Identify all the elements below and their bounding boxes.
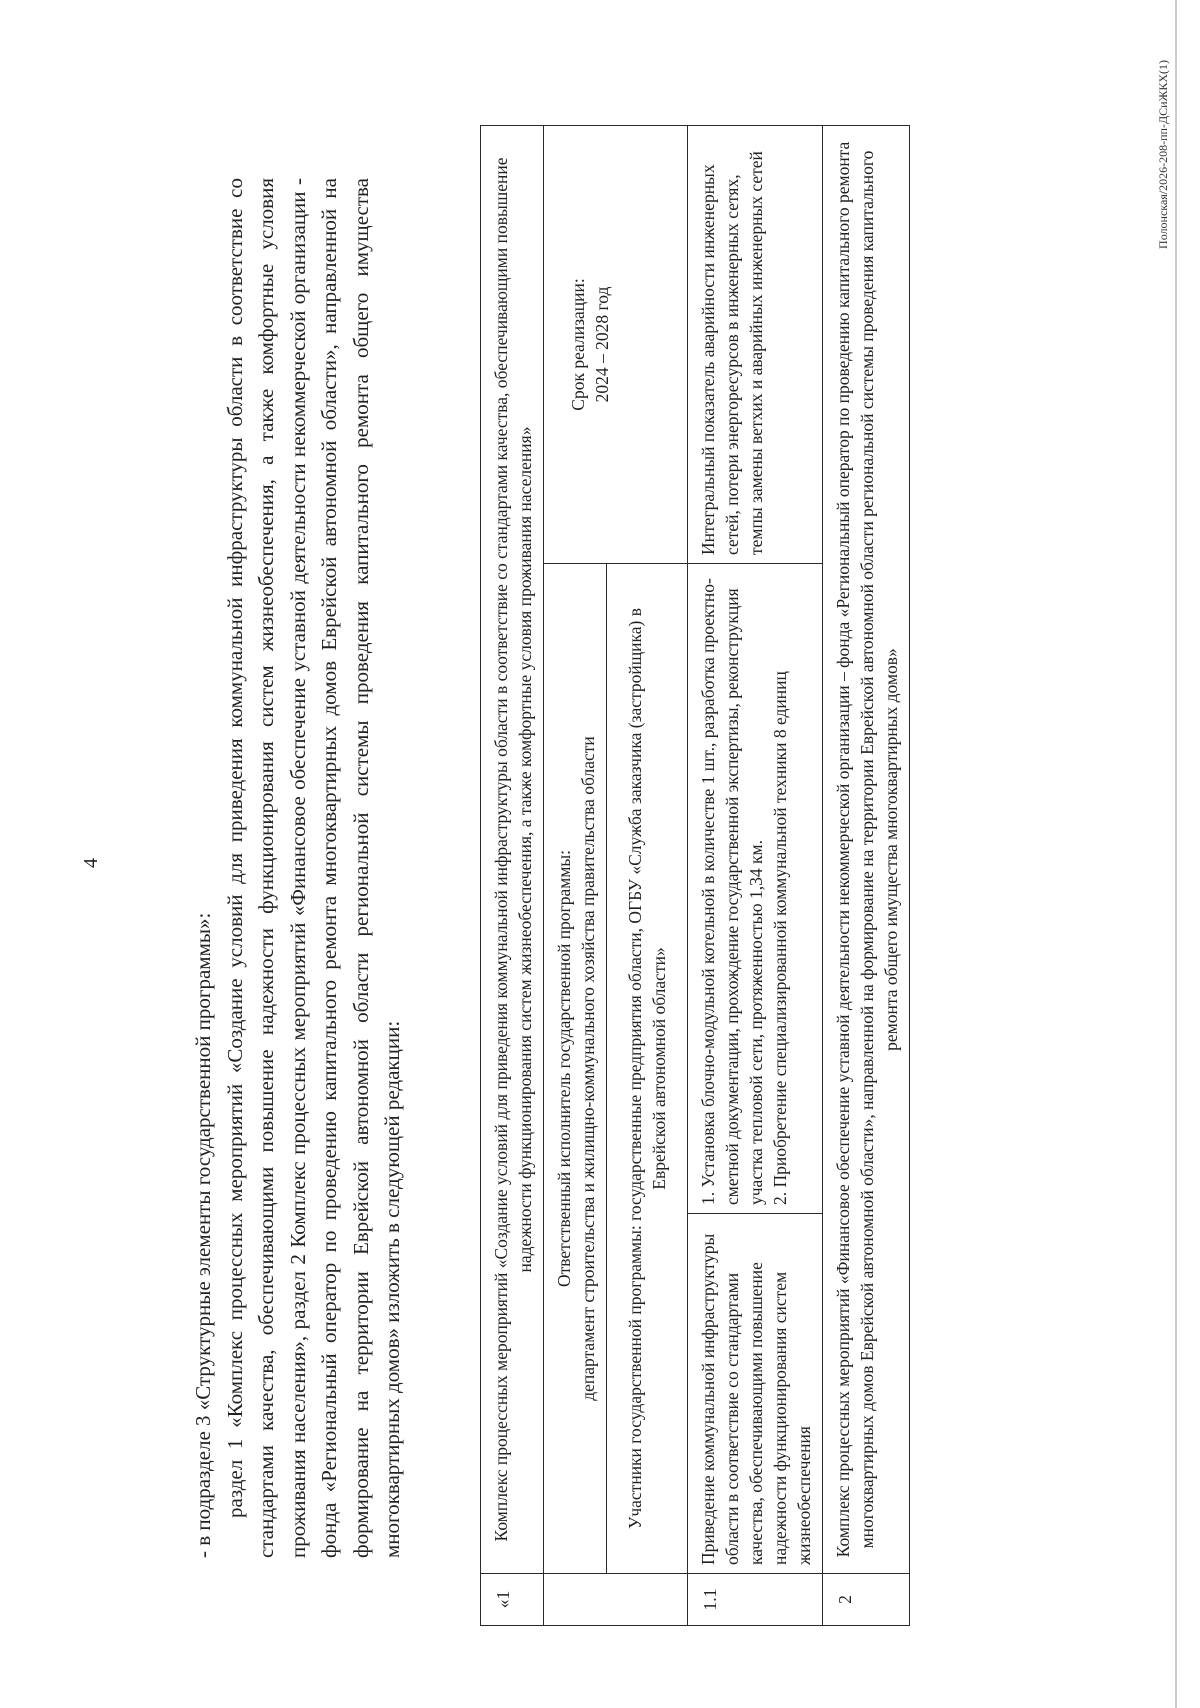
document-code: Полонская/2026-208-пп-ДСиЖКХ(1)	[1156, 60, 1170, 249]
table-row	[823, 126, 910, 1626]
result-item: 1. Установка блочно-модульной котельной в количестве 1 шт., разработка проектно-сметной документации, прохождение государственной экспертизы, реконструкция участка тепловой сети, протяженностью 1,34 км.	[698, 578, 766, 1205]
row-number: «1	[481, 1574, 544, 1626]
row-title: Комплекс процессных мероприятий «Финансовое обеспечение уставной деятельности некоммерческой организации – фонда «Региональный оператор по проведению капитального ремонта многоквартирных домов Еврейской автономной области», направленной на формирование на территории Еврейской автономной области региональной системы проведения капитального ремонта общего имущества многоквартирных домов»	[823, 126, 910, 1574]
table-row	[688, 126, 823, 1626]
page-number: 4	[80, 858, 102, 868]
intro-lead: - в подразделе 3 «Структурные элементы государственной программы»:	[191, 912, 215, 1558]
participants-cell: Участники государственной программы: государственные предприятия области, ОГБУ «Служба заказчика (застройщика) в Еврейской автономной области»	[607, 564, 688, 1574]
intro-text	[188, 178, 409, 1558]
responsible-title: Ответственный исполнитель государственной программы:	[554, 849, 574, 1288]
period-cell	[544, 126, 688, 564]
empty-cell	[544, 1574, 688, 1626]
responsible-value: департамент строительства и жилищно-коммунального хозяйства правительства области	[578, 736, 598, 1401]
row-title: Комплекс процессных мероприятий «Создание условий для приведения коммунальной инфраструктуры области в соответствие со стандартами качества, обеспечивающими повышение надежности функционирования систем жизнеобеспечения, а также комфортные условия проживания населения»	[481, 126, 544, 1574]
table-row	[481, 126, 544, 1626]
period-value: 2024 – 2028 год	[592, 286, 612, 403]
structure-table	[480, 125, 910, 1626]
period-title: Срок реализации:	[568, 278, 588, 411]
row-number: 2	[823, 1574, 910, 1626]
indicator-cell: Интегральный показатель аварийности инженерных сетей, потери энергоресурсов в инженерных сетях, темпы замены ветхих и аварийных инженерных сетей	[688, 126, 823, 564]
task-cell: Приведение коммунальной инфраструктуры области в соответствие со стандартами качества, обеспечивающими повышение надежности функционирования систем жизнеобеспечения	[688, 1214, 823, 1574]
row-number: 1.1	[688, 1574, 823, 1626]
intro-body: раздел 1 «Комплекс процессных мероприятий «Создание условий для приведения коммунальной инфраструктуры области в соответствие со стандартами качества, обеспечивающими повышение надежности функционирования систем жизнеобеспечения, а также комфортные условия проживания населения», раздел 2 Комплекс процессных мероприятий «Финансовое обеспечение уставной деятельности некоммерческой организации - фонда «Региональный оператор по проведению капитального ремонта многоквартирных домов Еврейской автономной области», направленной на формирование на территории Еврейской автономной области региональной системы проведения капитального ремонта общего имущества многоквартирных домов» изложить в следующей редакции:	[222, 178, 404, 1558]
responsible-cell	[544, 564, 607, 1574]
result-item: 2. Приобретение специализированной коммунальной техники 8 единиц	[770, 671, 790, 1205]
result-cell	[688, 564, 823, 1214]
table-row	[544, 126, 607, 1626]
scan-edge-line	[1175, 0, 1177, 1708]
